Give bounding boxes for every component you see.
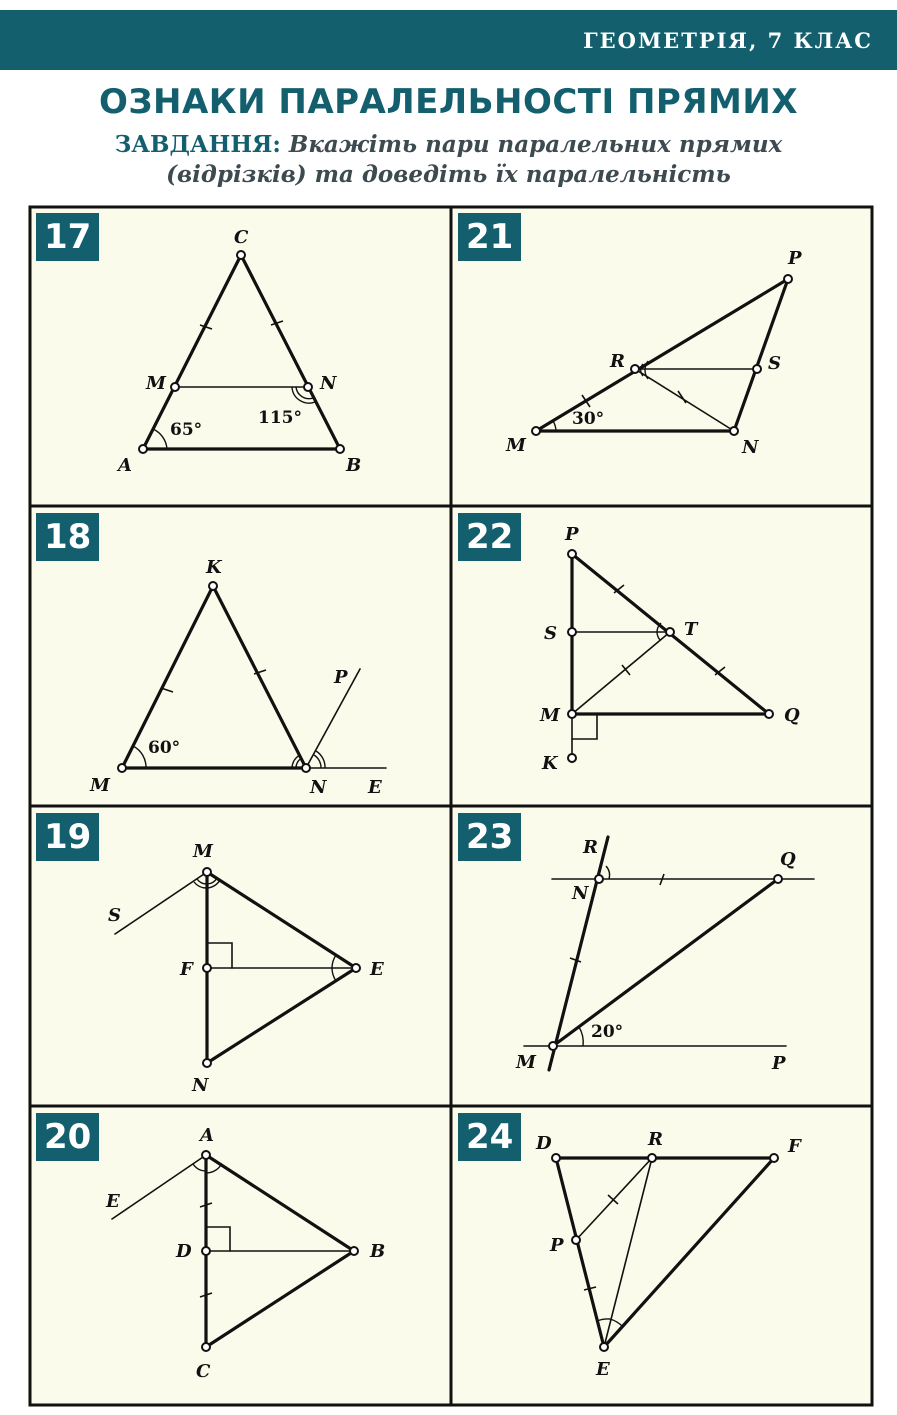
point-label: E — [368, 777, 382, 798]
figure-19 — [30, 807, 450, 1107]
point-label: C — [234, 227, 249, 248]
task-text — [0, 130, 897, 190]
header-bar — [0, 10, 897, 70]
figure-18 — [30, 507, 450, 807]
problem-19 — [30, 807, 450, 1107]
problem-22 — [452, 507, 872, 807]
problem-number: 17 — [36, 213, 99, 261]
point-label: R — [610, 351, 625, 372]
point-label: M — [516, 1052, 536, 1073]
point-label: D — [176, 1241, 192, 1262]
problem-number: 22 — [458, 513, 521, 561]
problem-number: 20 — [36, 1113, 99, 1161]
point-label: D — [536, 1133, 552, 1154]
point-label: N — [320, 373, 337, 394]
figure-23 — [452, 807, 872, 1107]
point-label: M — [146, 373, 166, 394]
point-label: N — [192, 1075, 209, 1096]
angle-label: 115° — [258, 408, 302, 428]
point-label: M — [506, 435, 526, 456]
point-label: B — [346, 455, 362, 476]
point-label: P — [788, 248, 802, 269]
point-label: R — [648, 1129, 663, 1150]
point-label: A — [200, 1125, 214, 1146]
problem-number: 19 — [36, 813, 99, 861]
point-label: N — [742, 437, 759, 458]
task-label: ЗАВДАННЯ: — [114, 131, 281, 158]
point-label: S — [108, 905, 121, 926]
problem-number: 24 — [458, 1113, 521, 1161]
point-label: B — [370, 1241, 386, 1262]
point-label: N — [310, 777, 327, 798]
problem-number: 21 — [458, 213, 521, 261]
point-label: T — [684, 619, 698, 640]
subject-label: ГЕОМЕТРІЯ, 7 КЛАС — [583, 28, 873, 53]
page-title: ОЗНАКИ ПАРАЛЕЛЬНОСТІ ПРЯМИХ — [98, 82, 799, 122]
angle-label: 30° — [572, 409, 605, 429]
task-line-1: Вкажіть пари паралельних прямих — [288, 131, 783, 158]
point-label: S — [768, 353, 781, 374]
task-line-2: (відрізків) та доведіть їх паралельність — [166, 161, 731, 188]
problem-24 — [452, 1107, 872, 1407]
point-label: Q — [784, 705, 800, 726]
point-label: M — [90, 775, 110, 796]
problem-21 — [452, 207, 872, 507]
point-label: P — [334, 667, 348, 688]
point-label: P — [772, 1053, 786, 1074]
point-label: M — [193, 841, 213, 862]
point-label: E — [106, 1191, 120, 1212]
point-label: E — [596, 1359, 610, 1380]
figure-24 — [452, 1107, 872, 1407]
point-label: F — [788, 1136, 801, 1157]
figure-21 — [452, 207, 872, 507]
point-label: N — [572, 883, 589, 904]
point-label: P — [565, 524, 579, 545]
problem-number: 18 — [36, 513, 99, 561]
figure-20 — [30, 1107, 450, 1407]
point-label: E — [370, 959, 384, 980]
point-label: K — [206, 557, 222, 578]
angle-label: 65° — [170, 420, 203, 440]
point-label: F — [180, 959, 193, 980]
point-label: M — [540, 705, 560, 726]
problem-number: 23 — [458, 813, 521, 861]
problem-18 — [30, 507, 450, 807]
problem-23 — [452, 807, 872, 1107]
problem-20 — [30, 1107, 450, 1407]
angle-label: 20° — [591, 1022, 624, 1042]
problem-17 — [30, 207, 450, 507]
point-label: S — [544, 623, 557, 644]
problems-grid — [28, 205, 874, 1407]
point-label: P — [550, 1235, 564, 1256]
point-label: R — [583, 837, 598, 858]
figure-17 — [30, 207, 450, 507]
point-label: A — [118, 455, 132, 476]
point-label: Q — [780, 849, 796, 870]
figure-22 — [452, 507, 872, 807]
point-label: C — [196, 1361, 211, 1382]
point-label: K — [542, 753, 558, 774]
angle-label: 60° — [148, 738, 181, 758]
